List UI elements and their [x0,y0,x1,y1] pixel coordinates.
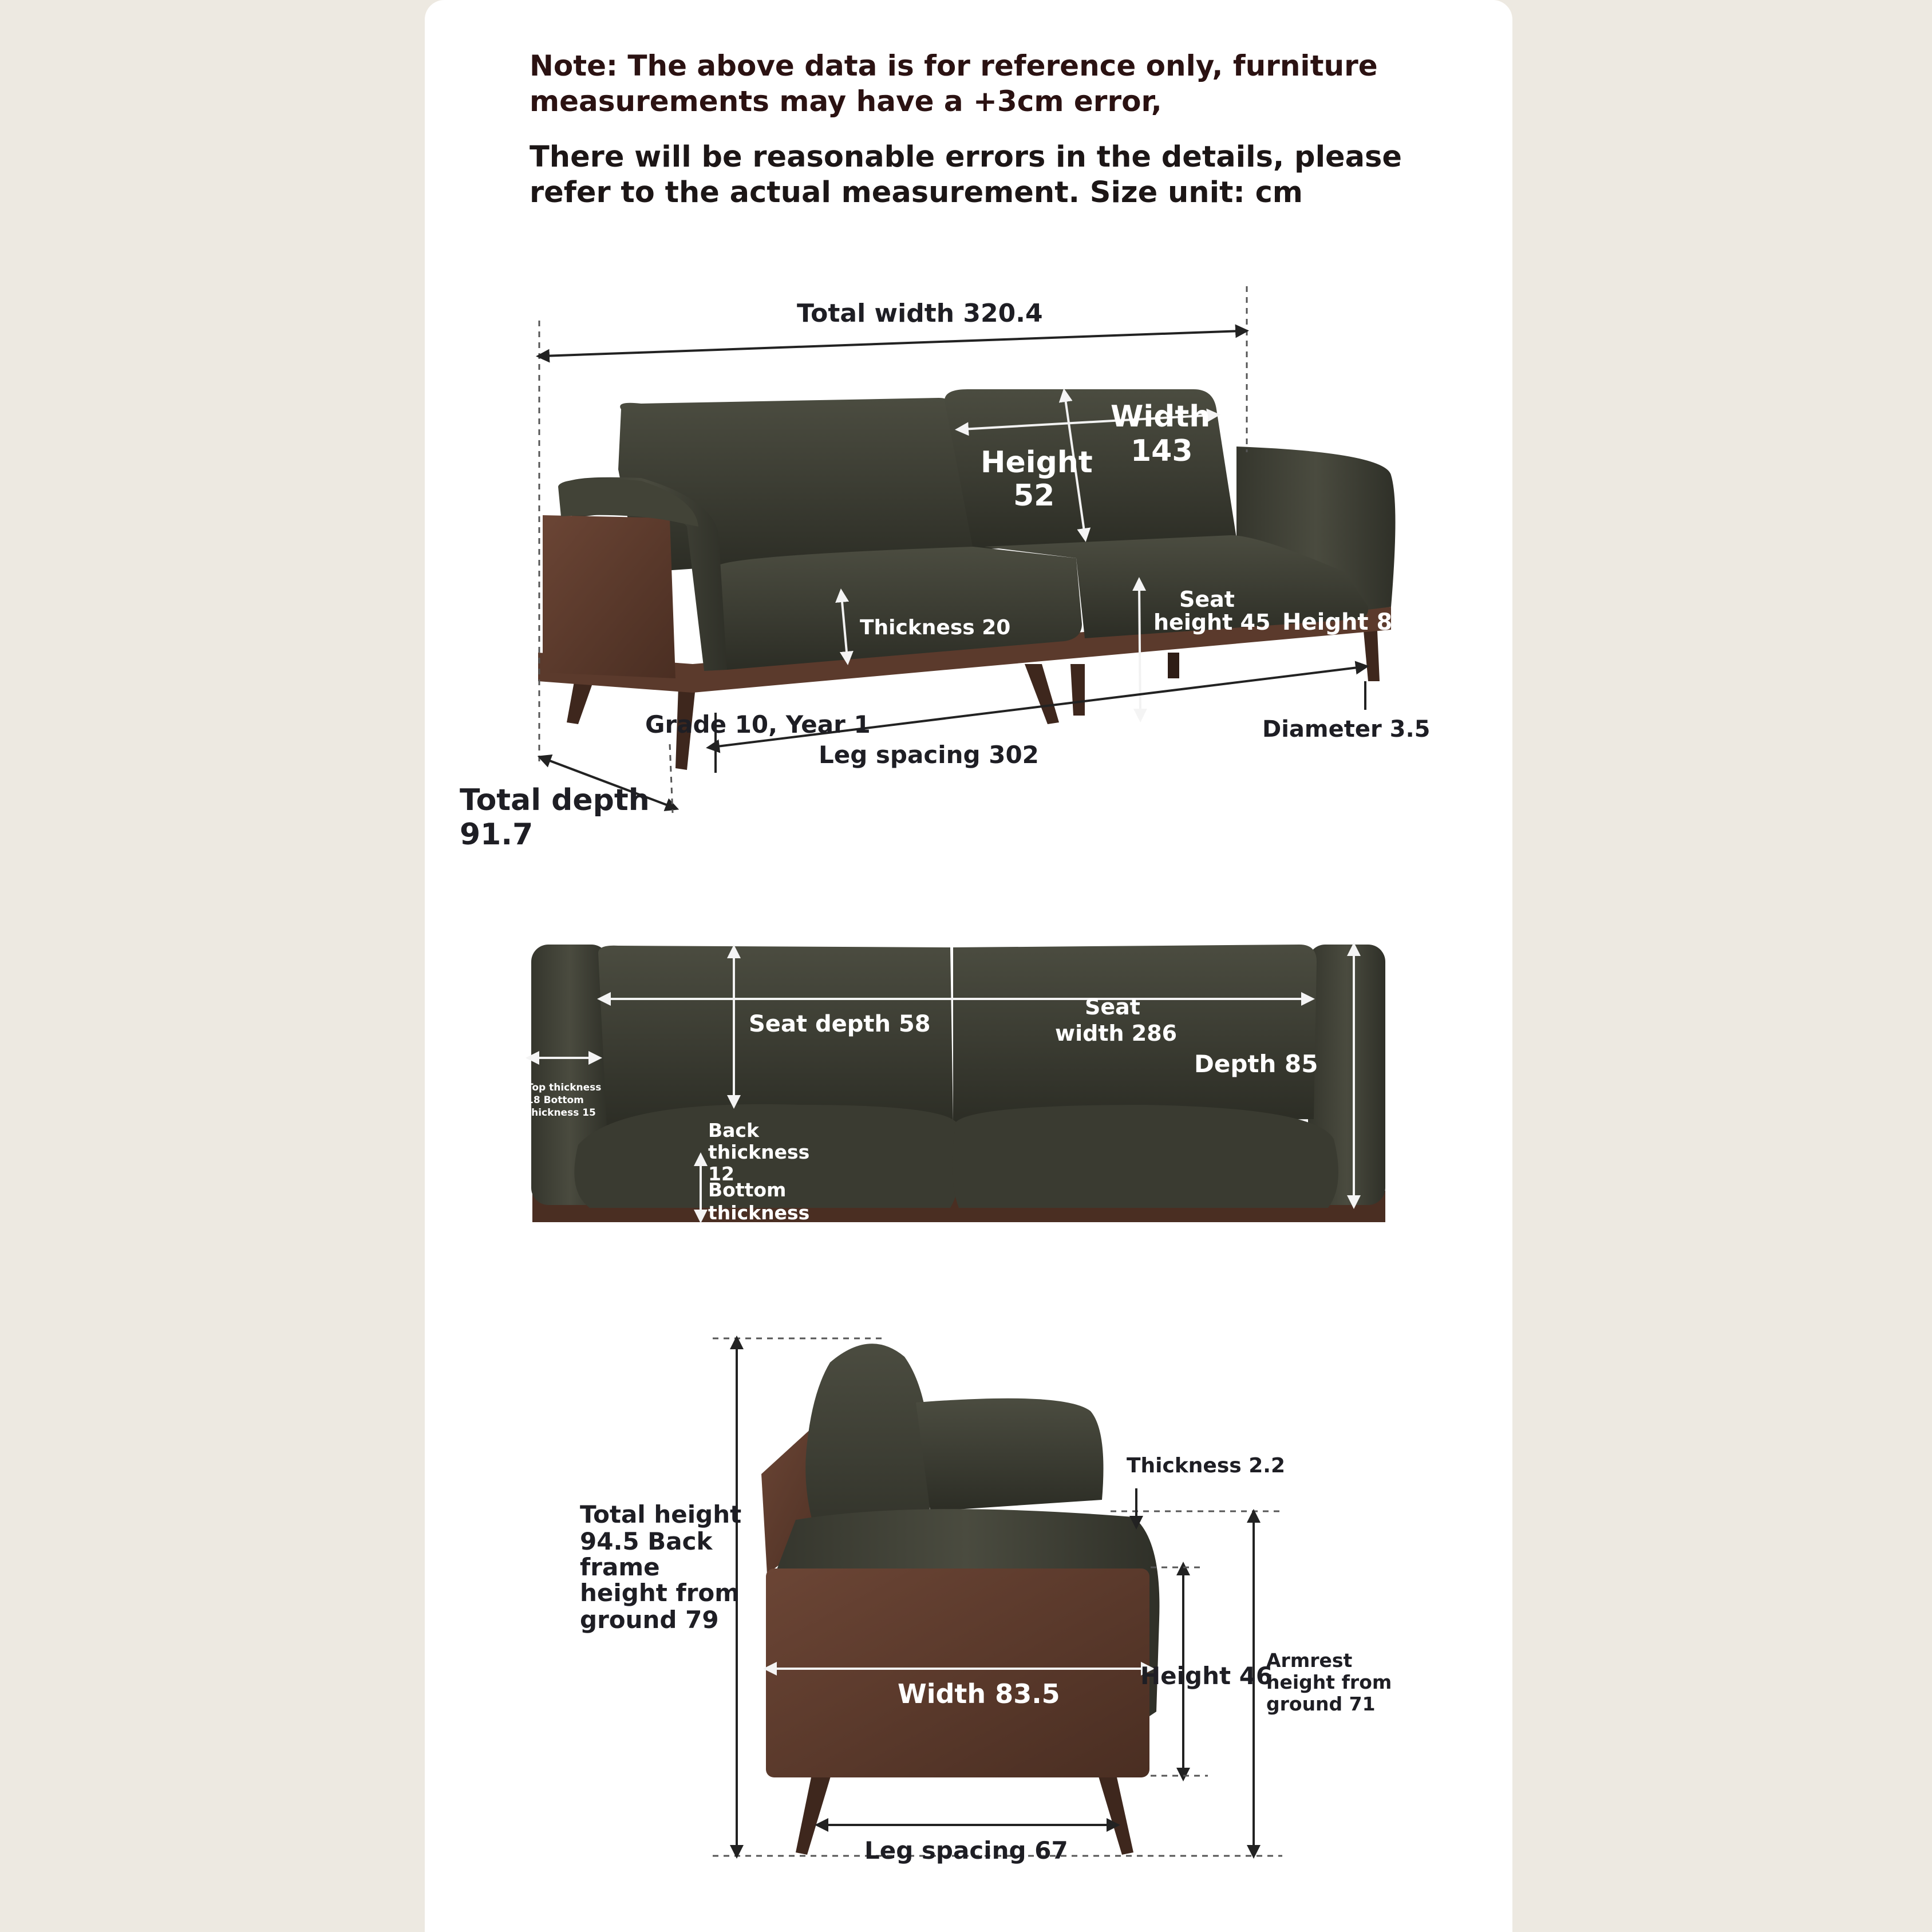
cushion-height-label-1: Height [981,445,1093,480]
back-thickness-label-3: 12 [708,1163,734,1185]
side-leg-left [796,1775,831,1855]
top-seat-cushion-right [953,1105,1338,1208]
back-thickness-label-4: Bottom [708,1179,787,1201]
leg-front-right-a [1025,664,1059,724]
total-height-label-5: ground 79 [580,1606,719,1634]
thickness-label: Thickness 20 [860,616,1011,639]
total-height-label-4: height from [580,1579,740,1607]
arm-thickness-label-2: 18 Bottom [527,1095,584,1106]
leg-front-right-b [1070,664,1085,716]
thickness-label-side: Thickness 2.2 [1127,1454,1286,1477]
side-wood-panel [766,1568,1149,1777]
note-errors: There will be reasonable errors in the details, please refer to the actual measurement. Size unit: cm [530,140,1402,210]
seat-width-label-1: Seat [1085,994,1140,1020]
total-width-line [543,331,1242,356]
back-thickness-label-5: thickness [708,1202,810,1224]
height-label-side: Height 46 [1140,1662,1273,1690]
seat-depth-label: Seat depth 58 [749,1011,931,1037]
seat-height-label-2: height 45 [1153,610,1271,635]
back-thickness-label-1: Back [708,1119,759,1141]
seat-width-label-2: width 286 [1055,1021,1178,1046]
total-width-label: Total width 320.4 [797,299,1043,328]
back-thickness-label-2: thickness [708,1141,810,1163]
grade-label: Grade 10, Year 1 [645,710,871,738]
total-depth-extension [670,744,673,813]
width-label-side: Width 83.5 [898,1678,1060,1709]
cushion-width-label-1: Width [1111,400,1211,434]
depth-label: Depth 85 [1194,1050,1318,1078]
top-view [527,945,1385,1224]
total-height-label-1: Total height [580,1500,742,1528]
armrest-height-label-2: height from [1266,1671,1392,1693]
total-height-label-3: frame [580,1553,660,1581]
arm-thickness-label-3: thickness 15 [527,1107,596,1119]
cushion-width-label-2: 143 [1131,434,1193,468]
side-view [580,1338,1392,1864]
seat-height-label-1: Seat [1179,587,1235,612]
total-depth-label-2: 91.7 [460,817,534,852]
left-armrest-wood-side [543,515,675,678]
front-view [460,286,1430,852]
armrest-height-label-3: ground 71 [1266,1693,1376,1715]
side-leg-spacing-label: Leg spacing 67 [864,1836,1068,1864]
total-height-label-2: 94.5 Back [580,1527,713,1555]
leg-back-mid [1168,653,1179,678]
note-reference: Note: The above data is for reference only, furniture measurements may have a +3cm error, [530,49,1378,118]
arm-thickness-label-1: Top thickness [527,1082,602,1093]
total-depth-label-1: Total depth [460,783,650,817]
diameter-label: Diameter 3.5 [1262,716,1431,742]
seat-height-line [1139,584,1140,716]
side-leg-right [1098,1775,1133,1855]
back-cushion-left [618,398,973,572]
leg-height-label: Height 8 [1282,609,1393,635]
armrest-height-label-1: Armrest [1266,1649,1353,1672]
side-armrest-top [916,1398,1104,1511]
cushion-height-label-2: 52 [1013,479,1055,513]
leg-spacing-label: Leg spacing 302 [819,741,1039,769]
